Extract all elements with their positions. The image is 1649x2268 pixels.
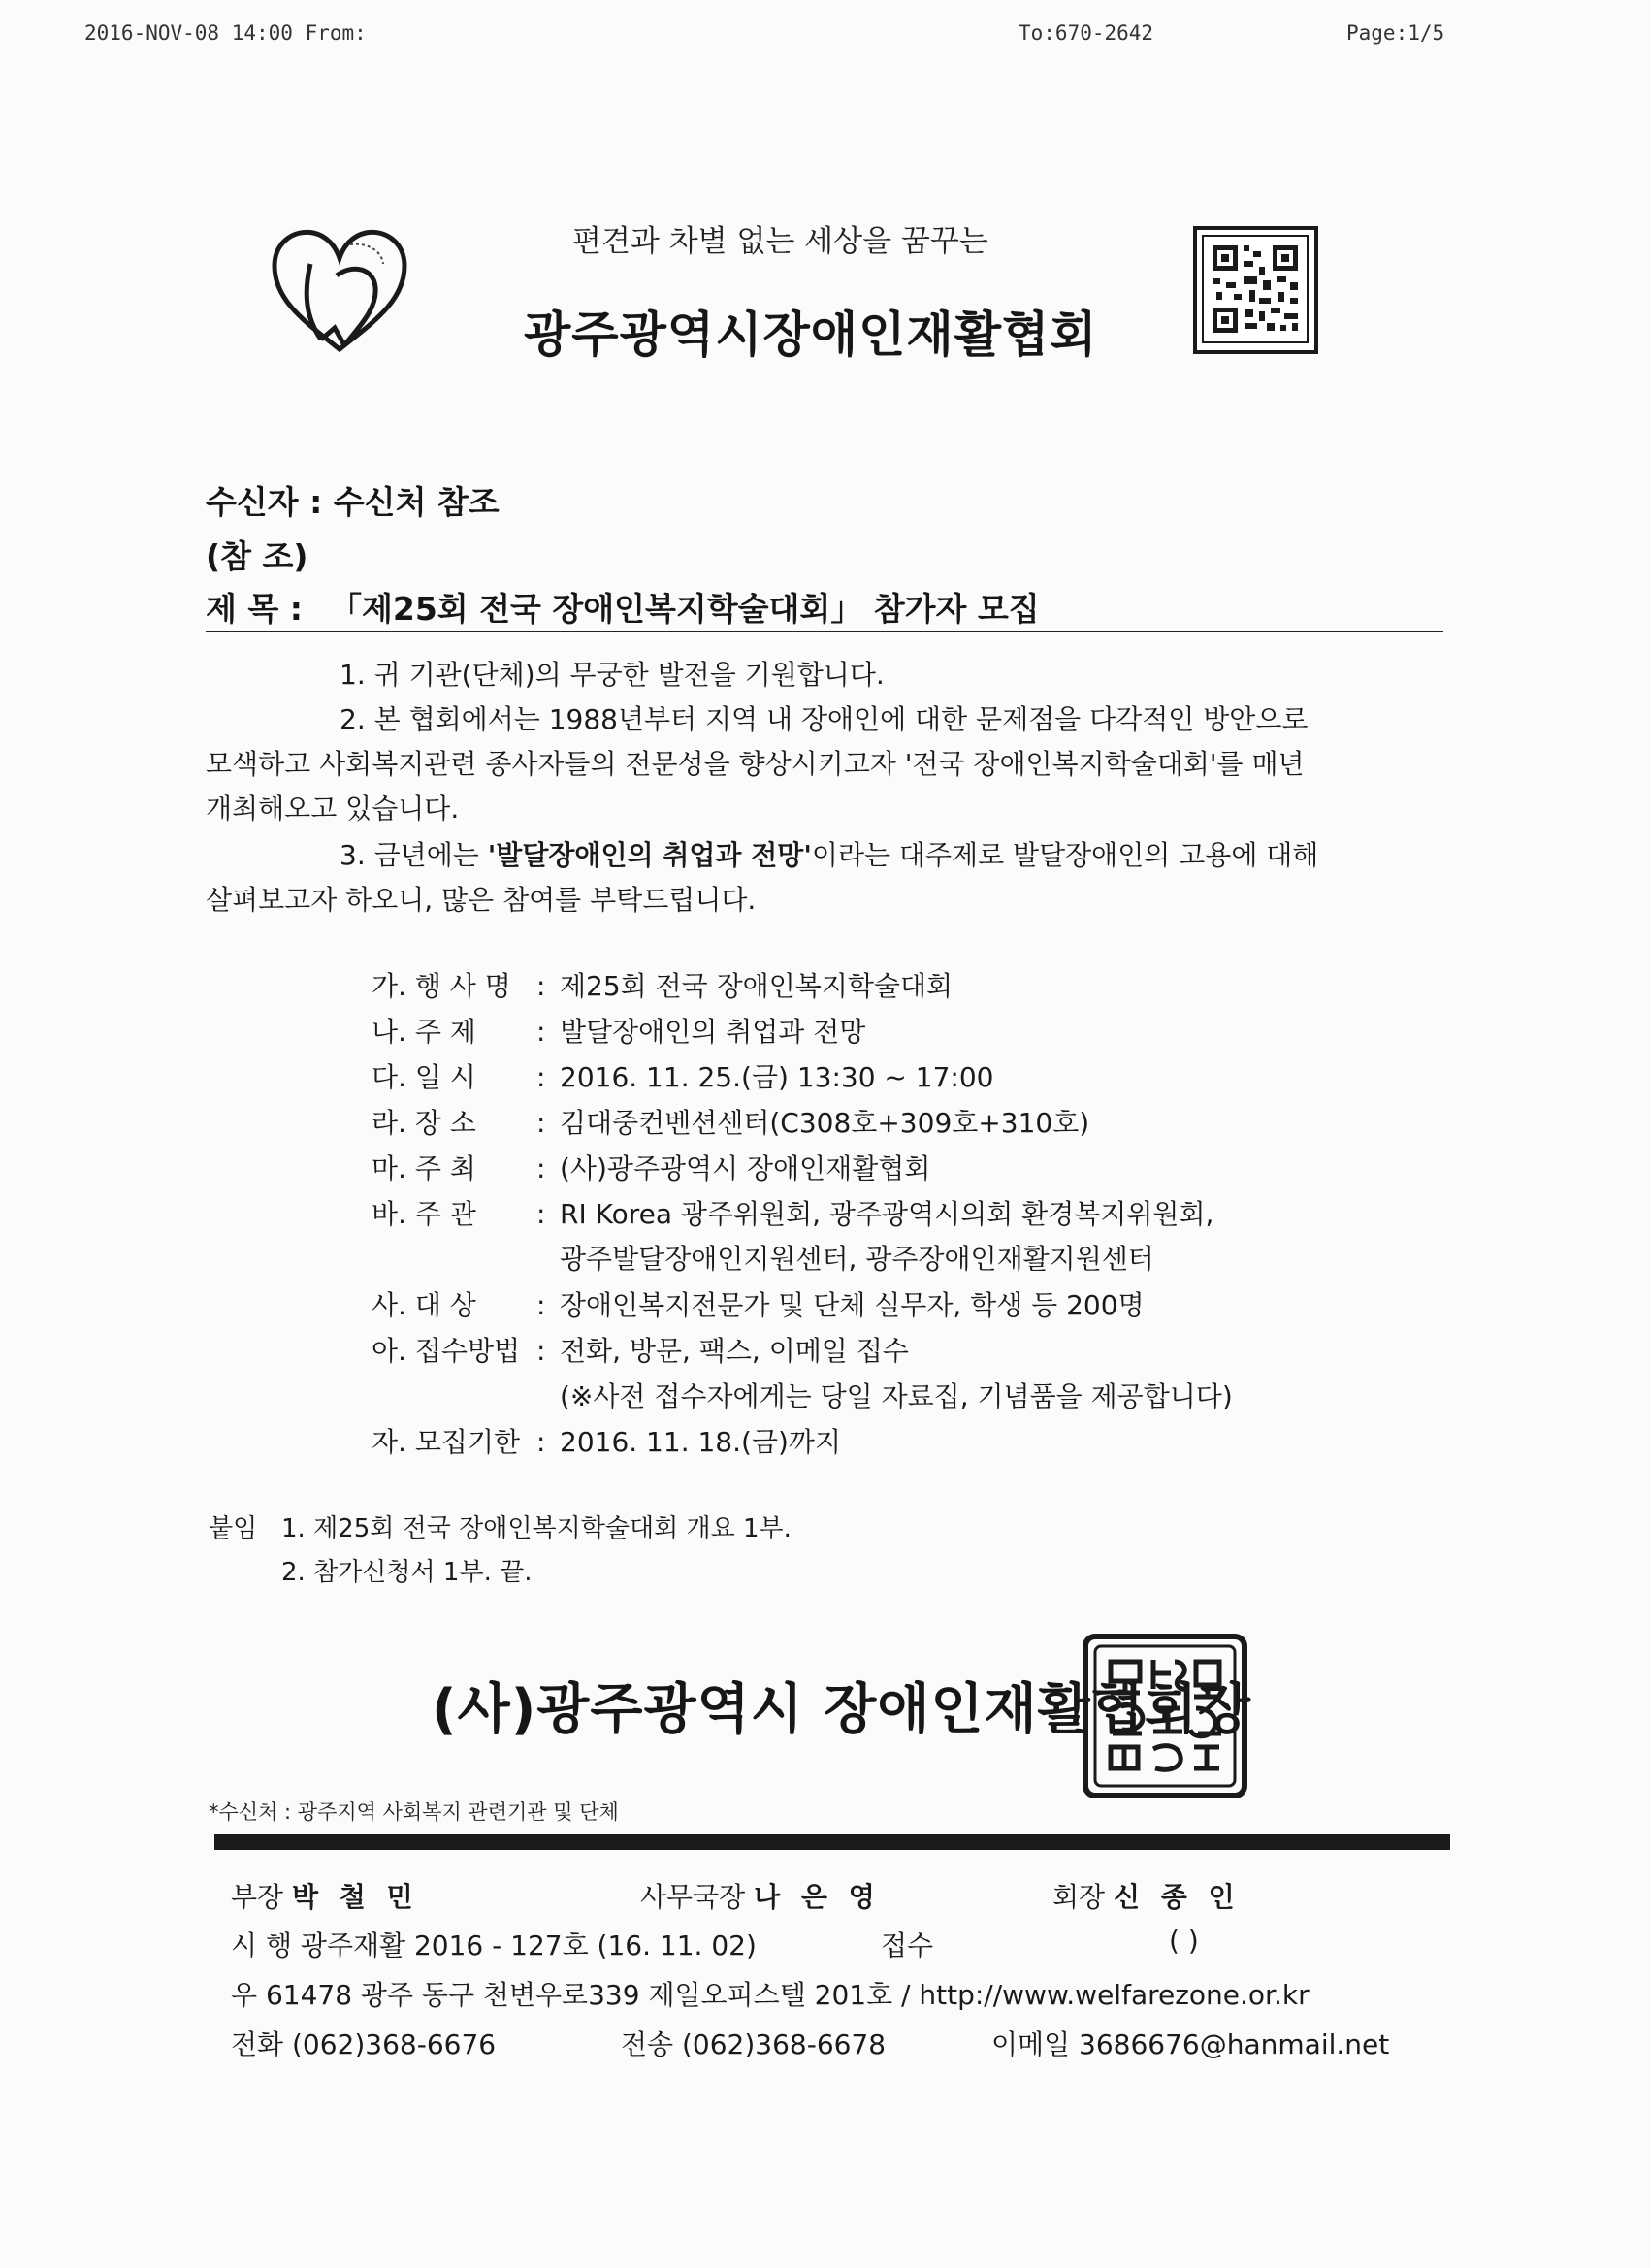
detail-value: 광주발달장애인지원센터, 광주장애인재활지원센터 [560, 1243, 1154, 1275]
heart-ribbon-logo-icon [267, 225, 412, 361]
fax-number: 전송 (062)368-6678 [621, 2028, 887, 2060]
detail-row [372, 1238, 1154, 1277]
president-name: 신 종 인 [1114, 1881, 1241, 1913]
detail-row: 자. 모집기한 : 2016. 11. 18.(금)까지 [372, 1421, 841, 1460]
detail-value: (사)광주광역시 장애인재활협회 [560, 1152, 931, 1184]
detail-row: 가. 행 사 명 : 제25회 전국 장애인복지학술대회 [372, 965, 953, 1004]
subject-label: 제 목 : [206, 590, 303, 628]
email-address: 이메일 3686676@hanmail.net [991, 2028, 1390, 2060]
detail-value: (※사전 접수자에게는 당일 자료집, 기념품을 제공합니다) [560, 1380, 1233, 1412]
detail-value: 김대중컨벤션센터(C308호+309호+310호) [560, 1107, 1090, 1139]
detail-row: 다. 일 시 : 2016. 11. 25.(금) 13:30 ~ 17:00 [372, 1056, 993, 1095]
reference-line: (참 조) [206, 537, 308, 575]
body-p3-pre: 3. 금년에는 [340, 839, 488, 871]
fax-datetime: 2016-NOV-08 14:00 From: [84, 21, 367, 45]
detail-label: 자. 모집기한 [372, 1426, 521, 1458]
attachment-item-1: 1. 제25회 전국 장애인복지학술대회 개요 1부. [281, 1514, 792, 1543]
detail-label: 가. 행 사 명 [372, 970, 511, 1002]
detail-value: 발달장애인의 취업과 전망 [560, 1016, 866, 1048]
detail-value: RI Korea 광주위원회, 광주광역시의회 환경복지위원회, [560, 1198, 1214, 1230]
body-paragraph-3-line2: 살펴보고자 하오니, 많은 참여를 부탁드립니다. [206, 884, 757, 916]
detail-label: 라. 장 소 [372, 1107, 476, 1139]
detail-value: 장애인복지전문가 및 단체 실무자, 학생 등 200명 [560, 1289, 1145, 1321]
detail-row: 사. 대 상 : 장애인복지전문가 및 단체 실무자, 학생 등 200명 [372, 1284, 1145, 1323]
body-paragraph-2-line3: 개최해오고 있습니다. [206, 793, 460, 825]
detail-row: 마. 주 최 : (사)광주광역시 장애인재활협회 [372, 1148, 930, 1186]
detail-value: 제25회 전국 장애인복지학술대회 [560, 970, 954, 1002]
detail-label: 다. 일 시 [372, 1061, 476, 1093]
subject-title: 「제25회 전국 장애인복지학술대회」 참가자 모집 [330, 590, 1040, 628]
org-slogan: 편견과 차별 없는 세상을 꿈꾸는 [572, 224, 988, 259]
secretary-name: 나 은 영 [754, 1881, 881, 1913]
secretary-title: 사무국장 [640, 1881, 746, 1913]
body-paragraph-3-line1 [340, 834, 1318, 873]
recipients-note: *수신처 : 광주지역 사회복지 관련기관 및 단체 [209, 1800, 619, 1824]
detail-row: 바. 주 관 : RI Korea 광주위원회, 광주광역시의회 환경복지위원회, [372, 1193, 1213, 1232]
body-p3-theme: '발달장애인의 취업과 전망' [487, 839, 812, 871]
phone-number: 전화 (062)368-6676 [231, 2028, 497, 2060]
body-paragraph-2-line1: 2. 본 협회에서는 1988년부터 지역 내 장애인에 대한 문제점을 다각적인 방안으로 [340, 703, 1309, 735]
body-paragraph-1: 1. 귀 기관(단체)의 무궁한 발전을 기원합니다. [340, 659, 885, 691]
body-p3-post: 이라는 대주제로 발달장애인의 고용에 대해 [811, 839, 1319, 871]
detail-row: 라. 장 소 : 김대중컨벤션센터(C308호+309호+310호) [372, 1102, 1089, 1141]
footer-divider [214, 1834, 1450, 1850]
signoff-dept-head [231, 1876, 419, 1915]
issuer-name: (사)광주광역시 장애인재활협회장 [432, 1678, 1252, 1741]
receipt-label: 접수 [881, 1929, 934, 1961]
recipient-line: 수신자 : 수신처 참조 [206, 483, 500, 521]
detail-label: 아. 접수방법 [372, 1335, 521, 1367]
detail-value: 2016. 11. 18.(금)까지 [560, 1426, 842, 1458]
address-line: 우 61478 광주 동구 천변우로339 제일오피스텔 201호 / http://www.welfarezone.or.kr [231, 1979, 1310, 2011]
signoff-president [1052, 1876, 1241, 1915]
detail-label: 마. 주 최 [372, 1152, 476, 1184]
detail-row: 나. 주 제 : 발달장애인의 취업과 전망 [372, 1011, 865, 1050]
attachment-item-2: 2. 참가신청서 1부. 끝. [281, 1558, 533, 1587]
detail-row [372, 1376, 1233, 1414]
president-title: 회장 [1052, 1881, 1106, 1913]
qr-code-icon [1195, 228, 1316, 352]
detail-row: 아. 접수방법 : 전화, 방문, 팩스, 이메일 접수 [372, 1330, 909, 1369]
detail-label: 나. 주 제 [372, 1016, 476, 1048]
dept-head-name: 박 철 민 [292, 1881, 419, 1913]
signoff-secretary [640, 1876, 881, 1915]
fax-page: Page:1/5 [1346, 21, 1445, 45]
dept-head-title: 부장 [231, 1881, 284, 1913]
attachment-label: 붙임 [209, 1514, 258, 1543]
detail-value: 전화, 방문, 팩스, 이메일 접수 [560, 1335, 909, 1367]
heading-divider [206, 631, 1443, 632]
detail-label: 바. 주 관 [372, 1198, 476, 1230]
body-paragraph-2-line2: 모색하고 사회복지관련 종사자들의 전문성을 향상시키고자 '전국 장애인복지학술대회'를 매년 [206, 748, 1305, 780]
document-number: 시 행 광주재활 2016 - 127호 (16. 11. 02) [231, 1929, 757, 1961]
fax-to: To:670-2642 [1018, 21, 1154, 45]
detail-label: 사. 대 상 [372, 1289, 476, 1321]
receipt-blank: ( ) [1169, 1925, 1199, 1957]
official-seal-icon [1082, 1633, 1248, 1799]
org-name: 광주광역시장애인재활협회 [524, 307, 1098, 363]
detail-value: 2016. 11. 25.(금) 13:30 ~ 17:00 [560, 1061, 994, 1093]
